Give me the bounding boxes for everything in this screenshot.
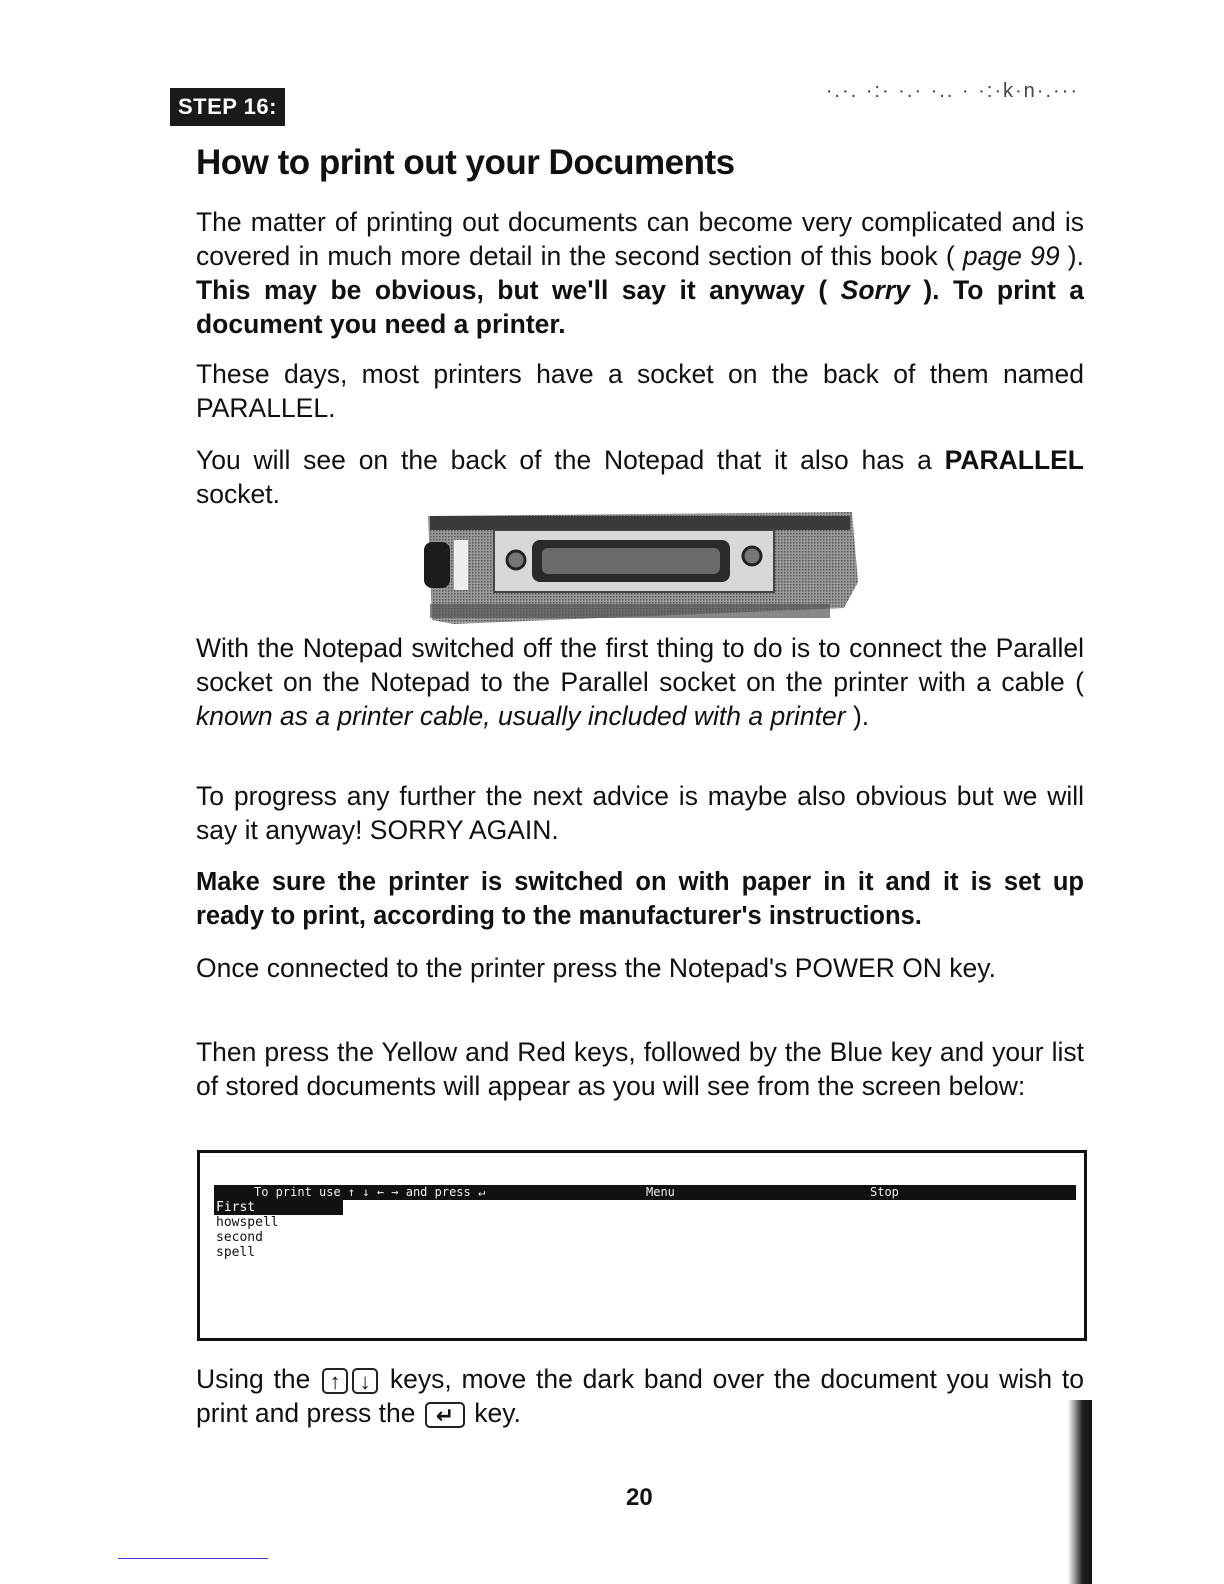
- document-item[interactable]: spell: [216, 1245, 256, 1260]
- parallel-socket-image: [424, 512, 858, 624]
- keys-paragraph: Then press the Yellow and Red keys, followed by the Blue key and your list of stored documents will appear as you will see from the screen below:: [196, 1037, 1084, 1101]
- status-stop-label: Stop: [870, 1185, 899, 1199]
- status-instruction: To print use ↑ ↓ ← → and press ↵: [254, 1185, 486, 1199]
- document-item[interactable]: howspell: [216, 1215, 279, 1230]
- running-header: ·.·. ·:· ·.· ·.. · ·:·k·n·.···: [825, 80, 1079, 102]
- document-item[interactable]: second: [216, 1230, 263, 1245]
- scan-edge-line: [118, 1558, 268, 1559]
- screen-status-bar: [214, 1185, 1076, 1200]
- down-arrow-key-icon: ↓: [352, 1368, 378, 1394]
- parallel-socket-paragraph: These days, most printers have a socket on the back of them named PARALLEL.: [196, 359, 1084, 423]
- enter-key-icon: ↵: [425, 1402, 465, 1428]
- page-title: How to print out your Documents: [196, 143, 735, 182]
- select-document-paragraph: Using the ↑ ↓ keys, move the dark band over the document you wish to print and press the ↵ key.: [196, 1364, 1084, 1428]
- connect-cable-paragraph: With the Notepad switched off the first thing to do is to connect the Parallel socket on the Notepad to the Parallel socket on the printer with a cable ( known as a printer cable, usually included with a printer ).: [196, 633, 1084, 731]
- up-arrow-key-icon: ↑: [322, 1368, 348, 1394]
- intro-paragraph: The matter of printing out documents can become very complicated and is covered in much more detail in the second section of this book ( page 99 ). This may be obvious, but we'll say it anyway ( Sorry ). To print a document you need a printer.: [196, 207, 1084, 339]
- page-number: 20: [626, 1484, 653, 1511]
- scan-edge-shadow: [1068, 1400, 1092, 1584]
- document-item-selected[interactable]: First: [214, 1200, 343, 1215]
- document-list-screen: [197, 1150, 1087, 1341]
- page-reference: page 99: [962, 241, 1060, 271]
- step-badge: STEP 16:: [170, 88, 285, 126]
- power-on-paragraph: Once connected to the printer press the Notepad's POWER ON key.: [196, 953, 996, 983]
- printer-ready-instruction: Make sure the printer is switched on with paper in it and it is set up ready to print, according to the manufacturer's instructions.: [196, 868, 1084, 930]
- advice-paragraph: To progress any further the next advice is maybe also obvious but we will say it anyway! SORRY AGAIN.: [196, 781, 1084, 845]
- status-menu-label: Menu: [646, 1185, 675, 1199]
- notepad-socket-paragraph: You will see on the back of the Notepad that it also has a PARALLEL socket.: [196, 445, 1084, 509]
- stored-documents-list: [214, 1200, 343, 1260]
